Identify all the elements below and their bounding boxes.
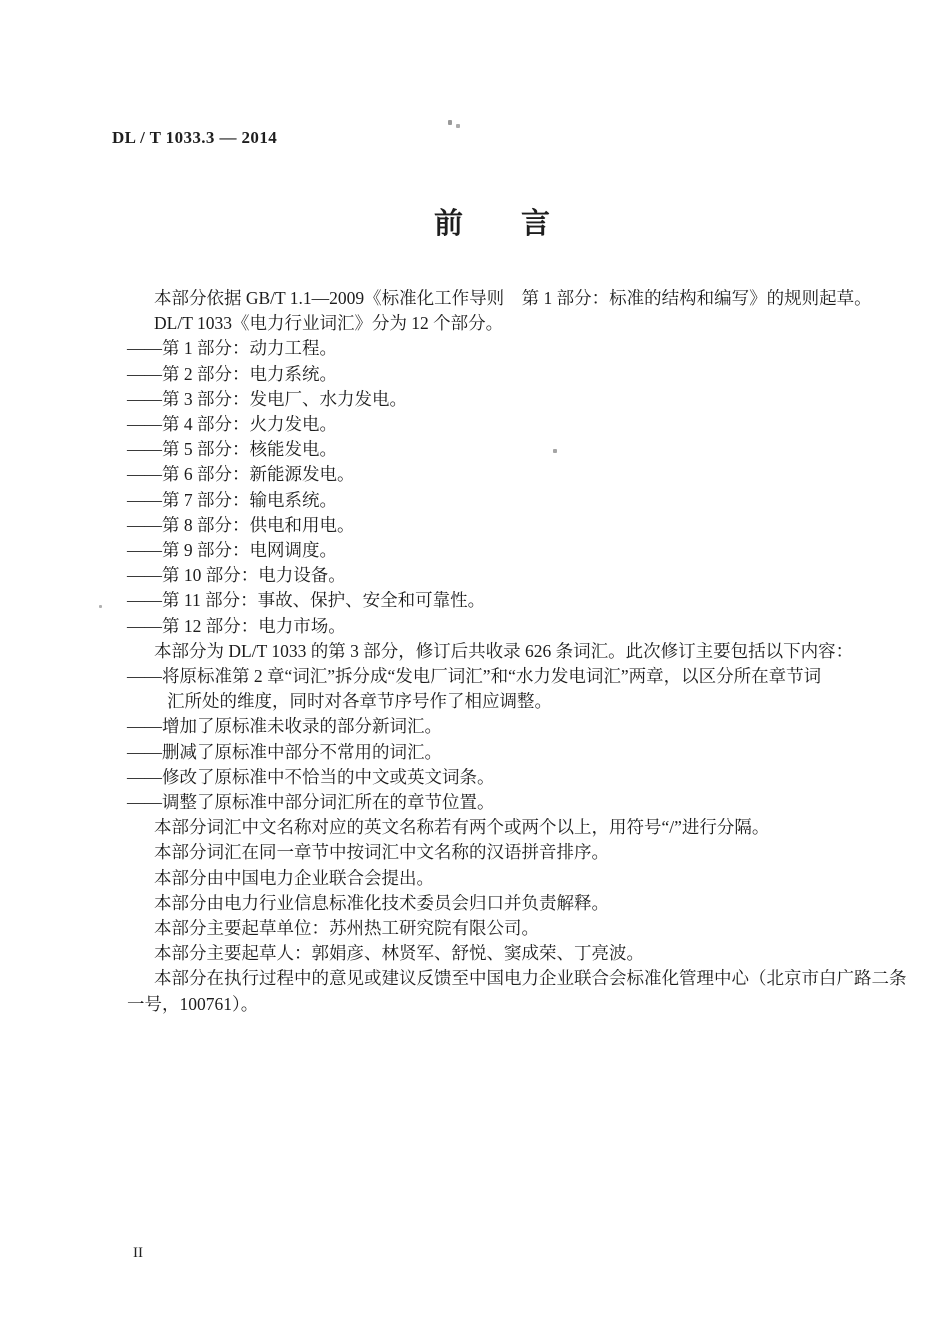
foreword-line: 本部分主要起草人：郭娟彦、林贤军、舒悦、窦成荣、丁亮波。: [154, 943, 644, 964]
foreword-line: 本部分为 DL/T 1033 的第 3 部分，修订后共收录 626 条词汇。此次修订主要包括以下内容：: [154, 640, 854, 661]
foreword-line: ——第 6 部分：新能源发电。: [127, 464, 355, 485]
foreword-line: ——第 1 部分：动力工程。: [127, 338, 337, 359]
foreword-line: 汇所处的维度，同时对各章节序号作了相应调整。: [167, 691, 552, 712]
foreword-line: 本部分由电力行业信息标准化技术委员会归口并负责解释。: [154, 892, 609, 913]
foreword-line: ——第 3 部分：发电厂、水力发电。: [127, 388, 407, 409]
foreword-line: ——第 8 部分：供电和用电。: [127, 514, 355, 535]
scan-speck: [456, 124, 460, 128]
foreword-line: ——将原标准第 2 章“词汇”拆分成“发电厂词汇”和“水力发电词汇”两章，以区分所在章节词: [127, 666, 822, 687]
foreword-line: ——调整了原标准中部分词汇所在的章节位置。: [127, 792, 495, 813]
foreword-line: 本部分由中国电力企业联合会提出。: [154, 867, 434, 888]
page-number: II: [133, 1245, 143, 1261]
scan-speck: [448, 120, 452, 125]
foreword-line: 本部分主要起草单位：苏州热工研究院有限公司。: [154, 918, 539, 939]
foreword-line: ——修改了原标准中不恰当的中文或英文词条。: [127, 766, 495, 787]
foreword-line: ——删减了原标准中部分不常用的词汇。: [127, 741, 442, 762]
foreword-line: 一号，100761）。: [127, 993, 259, 1014]
scan-speck: [99, 605, 102, 608]
foreword-line: ——第 2 部分：电力系统。: [127, 363, 337, 384]
foreword-line: 本部分词汇在同一章节中按词汇中文名称的汉语拼音排序。: [154, 842, 609, 863]
scan-speck: [553, 449, 557, 453]
foreword-line: 本部分词汇中文名称对应的英文名称若有两个或两个以上，用符号“/”进行分隔。: [154, 817, 770, 838]
foreword-line: 本部分依据 GB/T 1.1—2009《标准化工作导则 第 1 部分：标准的结构和编写》的规则起草。: [154, 288, 872, 308]
foreword-line: ——第 9 部分：电网调度。: [127, 540, 337, 561]
foreword-line: ——第 5 部分：核能发电。: [127, 439, 337, 460]
foreword-line: ——第 4 部分：火力发电。: [127, 414, 337, 435]
foreword-line: 本部分在执行过程中的意见或建议反馈至中国电力企业联合会标准化管理中心（北京市白广路二条: [154, 968, 907, 989]
foreword-line: DL/T 1033《电力行业词汇》分为 12 个部分。: [154, 313, 504, 334]
foreword-line: ——第 10 部分：电力设备。: [127, 565, 346, 586]
foreword-line: ——第 11 部分：事故、保护、安全和可靠性。: [127, 590, 486, 611]
foreword-line: ——增加了原标准未收录的部分新词汇。: [127, 716, 442, 737]
document-code: DL / T 1033.3 — 2014: [112, 128, 278, 147]
foreword-line: ——第 12 部分：电力市场。: [127, 615, 346, 636]
foreword-body: [127, 286, 907, 1017]
foreword-line: ——第 7 部分：输电系统。: [127, 489, 337, 510]
page-title: 前 言: [433, 208, 550, 240]
